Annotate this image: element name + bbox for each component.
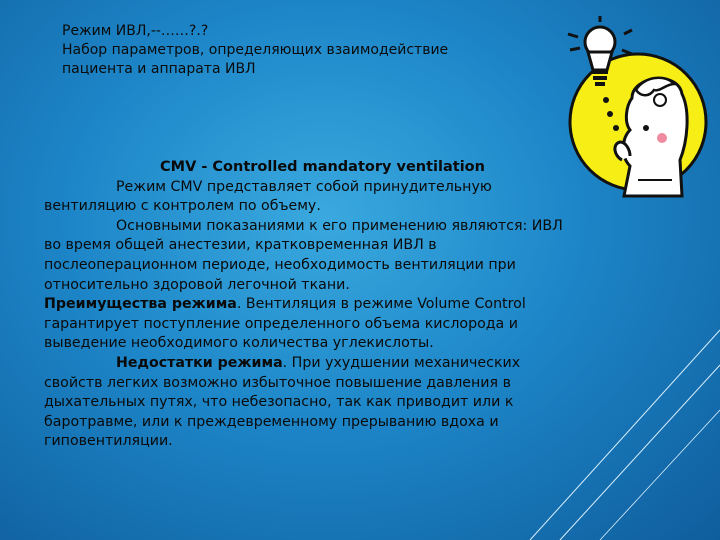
disadvantages-label: Недостатки режима (116, 354, 283, 371)
paragraph-line: во время общей анестезии, кратковременная ИВЛ в (44, 237, 437, 254)
paragraph-line: гарантирует поступление определенного объема кислорода и (44, 315, 518, 332)
paragraph-line: послеоперационном периоде, необходимость вентиляции при (44, 256, 516, 273)
definition-line: пациента и аппарата ИВЛ (62, 61, 256, 77)
paragraph-line: вентиляцию с контролем по объему. (44, 198, 321, 215)
mode-title: Режим ИВЛ,--……?.? (62, 23, 209, 39)
disadvantages-line (44, 354, 684, 374)
paragraph-line: относительно здоровой легочной ткани. (44, 276, 350, 293)
definition-line: Набор параметров, определяющих взаимодействие (62, 42, 449, 58)
paragraph-text: . Вентиляция в режиме Volume Control (236, 296, 526, 313)
paragraph-line: Основными показаниями к его применению являются: ИВЛ (116, 217, 563, 234)
paragraph-text: . При ухудшении механических (282, 354, 521, 371)
paragraph-line: дыхательных путях, что небезопасно, так как приводит или к (44, 394, 514, 411)
paragraph-line: выведение необходимого количества углекислоты. (44, 335, 434, 352)
paragraph-line: Режим CMV представляет собой принудительную (116, 178, 492, 195)
paragraph-line: свойств легких возможно избыточное повышение давления в (44, 374, 511, 391)
paragraph-line: гиповентиляции. (44, 433, 173, 450)
body-text (44, 158, 684, 452)
cmv-title: CMV - Controlled mandatory ventilation (160, 159, 485, 175)
slide-header (62, 22, 562, 79)
paragraph-line: баротравме, или к преждевременному прерыванию вдоха и (44, 413, 499, 430)
advantages-label: Преимущества режима (44, 296, 237, 313)
advantages-line (44, 295, 684, 315)
